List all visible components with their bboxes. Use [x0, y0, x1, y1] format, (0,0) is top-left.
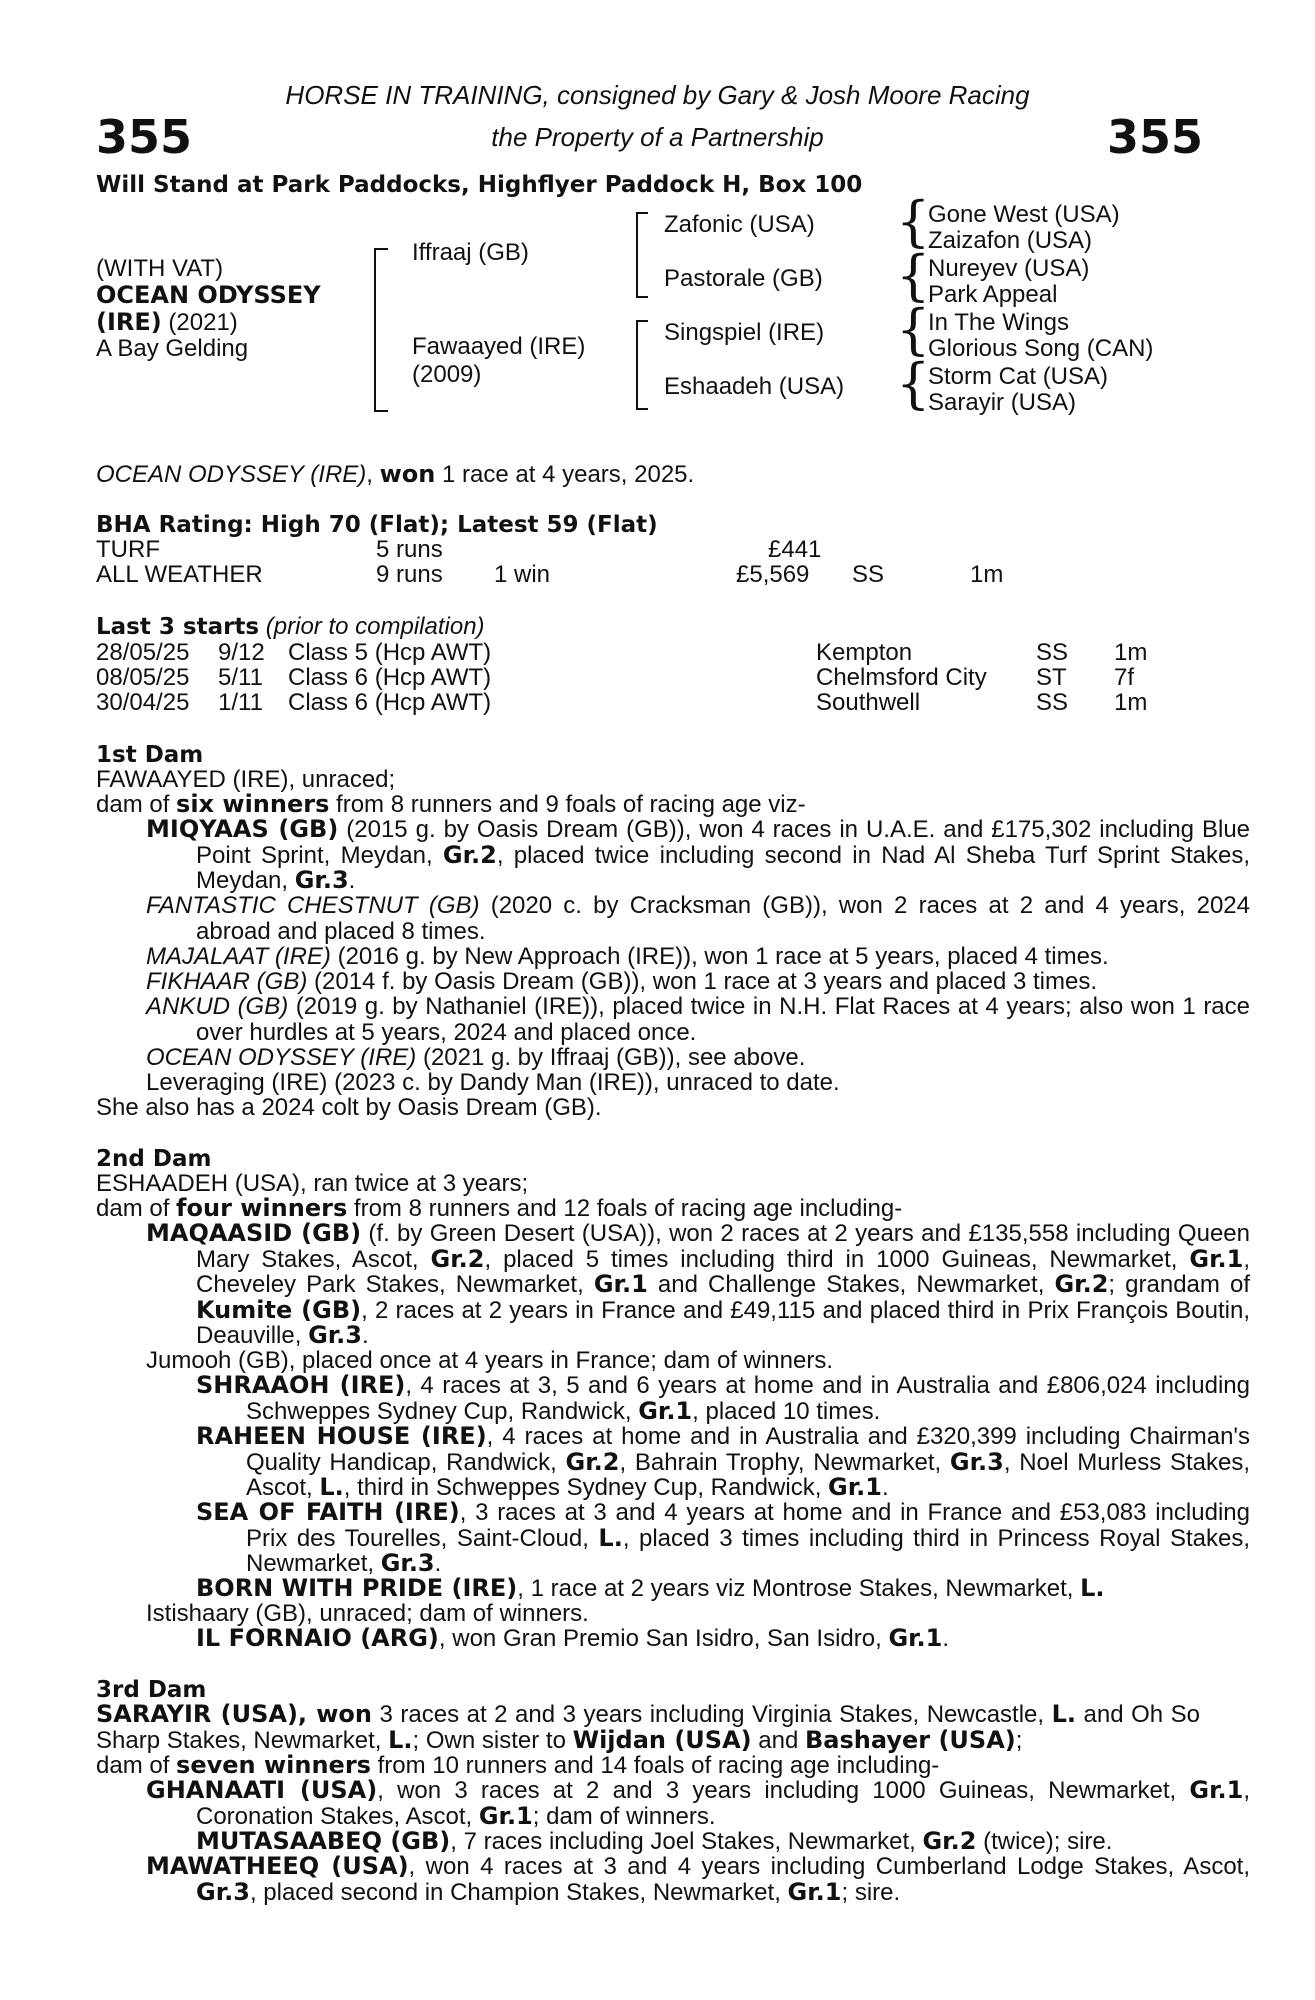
progeny-leveraging: Leveraging (IRE) (2023 c. by Dandy Man (IRE)), unraced to date. — [146, 1069, 840, 1096]
dam3-dam-of-c: from 10 runners and 14 foals of racing age including- — [370, 1752, 940, 1779]
sire-dam: Pastorale (GB) — [664, 265, 823, 292]
horse-description: A Bay Gelding — [96, 335, 249, 362]
sea-of-faith-a: , 3 races at 3 and 4 years at home and in France and £53,083 including Prix des Tourelles, Saint-Cloud, — [246, 1499, 1250, 1552]
sea-of-faith-name: SEA OF FAITH (IRE) — [196, 1498, 460, 1526]
progeny-ghanaati — [146, 1778, 1250, 1829]
progeny-maqaasid — [146, 1221, 1250, 1349]
sarayir-grade-1: L. — [1051, 1700, 1077, 1728]
born-with-pride-grade: L. — [1080, 1574, 1105, 1602]
mawatheeq-name: MAWATHEEQ (USA) — [146, 1852, 409, 1880]
progeny-majalaat — [146, 944, 1250, 970]
dam3-sarayir — [96, 1702, 1200, 1753]
il-fornaio-name: IL FORNAIO (ARG) — [196, 1624, 439, 1652]
dam-name: Fawaayed (IRE) — [412, 333, 586, 360]
brace-4: { — [896, 352, 931, 415]
mutasaabeq-b: (twice); sire. — [976, 1828, 1113, 1855]
start-3-race: Class 6 (Hcp AWT) — [288, 689, 492, 716]
progeny-raheen-house — [196, 1424, 1250, 1501]
start-1-date: 28/05/25 — [96, 639, 190, 666]
gen3-8: Sarayir (USA) — [928, 389, 1077, 416]
mawatheeq-c: ; sire. — [841, 1878, 901, 1906]
ghanaati-grade-2: Gr.1 — [478, 1801, 533, 1830]
mawatheeq-grade-2: Gr.1 — [787, 1877, 842, 1906]
dam-dam: Eshaadeh (USA) — [664, 373, 845, 400]
maqaasid-name: MAQAASID (GB) — [146, 1219, 362, 1247]
miqyaas-name: MIQYAAS (GB) — [146, 815, 339, 843]
dam2-dam-of-c: from 8 runners and 12 foals of racing age including- — [347, 1195, 903, 1222]
start-1-course: Kempton — [816, 639, 913, 666]
gen3-6: Glorious Song (CAN) — [928, 335, 1154, 362]
bashayer-name: Bashayer (USA) — [805, 1725, 1016, 1754]
gen3-5: In The Wings — [928, 309, 1069, 336]
shraaoh-name: SHRAAOH (IRE) — [196, 1371, 406, 1399]
ghanaati-name: GHANAATI (USA) — [146, 1776, 378, 1804]
rating-turf-earnings: £441 — [768, 536, 822, 563]
lot-number-right: 355 — [1106, 110, 1203, 164]
sarayir-won: , won — [297, 1700, 373, 1728]
shraaoh-grade: Gr.1 — [638, 1396, 693, 1425]
horse-origin: (IRE) — [96, 308, 162, 336]
rating-aw-dist: 1m — [970, 561, 1004, 588]
wijdan-name: Wijdan (USA) — [572, 1725, 752, 1754]
sarayir-and: and — [751, 1726, 806, 1754]
raheen-house-c: , Noel Murless Stakes, Ascot, — [246, 1448, 1250, 1501]
ocean-odyssey-rest: (2021 g. by Iffraaj (GB)), see above. — [416, 1044, 806, 1071]
sarayir-a: 3 races at 2 and 3 years including Virginia Stakes, Newcastle, — [372, 1701, 1052, 1728]
ankud-name: ANKUD (GB) — [146, 993, 289, 1020]
ocean-odyssey-name: OCEAN ODYSSEY (IRE) — [146, 1044, 417, 1071]
lot-number-left: 355 — [96, 110, 193, 164]
start-3-pos: 1/11 — [218, 689, 263, 716]
raheen-house-grade-4: Gr.1 — [828, 1473, 882, 1501]
horse-name-text: OCEAN ODYSSEY — [96, 281, 321, 309]
start-2-race: Class 6 (Hcp AWT) — [288, 664, 492, 691]
progeny-ankud — [146, 994, 1250, 1045]
horse-name — [96, 282, 321, 309]
maqaasid-d: and Challenge Stakes, Newmarket, — [647, 1271, 1055, 1298]
sarayir-d: ; — [1015, 1726, 1023, 1754]
mutasaabeq-grade: Gr.2 — [922, 1827, 977, 1855]
dam1-title: 1st Dam — [96, 742, 204, 768]
start-1-race: Class 5 (Hcp AWT) — [288, 639, 492, 666]
start-1-dist: 1m — [1114, 639, 1148, 666]
majalaat-rest: (2016 g. by New Approach (IRE)), won 1 race at 5 years, placed 4 times. — [330, 943, 1109, 970]
dam-sire: Singspiel (IRE) — [664, 319, 825, 346]
dam2-line: ESHAADEH (USA), ran twice at 3 years; — [96, 1170, 529, 1197]
property-line: the Property of a Partnership — [491, 122, 824, 152]
start-2-pos: 5/11 — [218, 664, 263, 691]
gen3-2: Zaizafon (USA) — [928, 227, 1093, 254]
start-2-course: Chelmsford City — [816, 664, 987, 691]
maqaasid-grade-3: Gr.1 — [593, 1270, 648, 1298]
progeny-il-fornaio — [196, 1626, 1250, 1652]
ghanaati-b: , Coronation Stakes, Ascot, — [196, 1777, 1250, 1830]
starts-note: (prior to compilation) — [265, 613, 485, 640]
sire-parents-bracket — [636, 212, 648, 298]
sarayir-grade-2: L. — [388, 1725, 413, 1754]
maqaasid-b: , placed 5 times including third in 1000 Guineas, Newmarket, — [484, 1245, 1190, 1273]
rating-turf-runs: 5 runs — [376, 536, 443, 563]
ghanaati-a: , won 3 races at 2 and 3 years including 1000 Guineas, Newmarket, — [377, 1777, 1190, 1804]
mawatheeq-a: , won 4 races at 3 and 4 years including Cumberland Lodge Stakes, Ascot, — [408, 1853, 1250, 1880]
vat-label: (WITH VAT) — [96, 255, 224, 282]
gen3-3: Nureyev (USA) — [928, 255, 1090, 282]
miqyaas-b: , placed twice including second in Nad Al Sheba Turf Sprint Stakes, Meydan, — [196, 841, 1251, 894]
dam2-title: 2nd Dam — [96, 1146, 212, 1172]
rating-turf-surface: TURF — [96, 536, 160, 563]
sea-of-faith-grade-1: L. — [598, 1523, 623, 1552]
start-1-pos: 9/12 — [218, 639, 265, 666]
start-3-going: SS — [1036, 689, 1069, 716]
location-line: Will Stand at Park Paddocks, Highflyer Paddock H, Box 100 — [96, 172, 863, 198]
progeny-jumooh: Jumooh (GB), placed once at 4 years in France; dam of winners. — [146, 1347, 833, 1374]
dam-parents-bracket — [636, 320, 648, 410]
summary-won: won — [379, 460, 436, 488]
born-with-pride-a: , 1 race at 2 years viz Montrose Stakes, Newmarket, — [517, 1575, 1081, 1602]
start-3-course: Southwell — [816, 689, 921, 716]
horse-origin-year — [96, 309, 238, 336]
raheen-house-grade-2: Gr.3 — [949, 1447, 1004, 1476]
starts-title: Last 3 starts — [96, 614, 260, 640]
start-1-going: SS — [1036, 639, 1069, 666]
ankud-rest: (2019 g. by Nathaniel (IRE)), placed twice in N.H. Flat Races at 4 years; also won 1 race over hurdles at 5 years, 2024 and placed once. — [196, 993, 1251, 1046]
brace-2: { — [896, 244, 931, 307]
maqaasid-c: , Cheveley Park Stakes, Newmarket, — [196, 1245, 1250, 1298]
rating-aw-going: SS — [852, 561, 885, 588]
fantastic-chestnut-name: FANTASTIC CHESTNUT (GB) — [146, 892, 480, 919]
progeny-mutasaabeq — [196, 1829, 1250, 1855]
dam1-winners: six winners — [176, 790, 330, 818]
miqyaas-grade-1: Gr.2 — [442, 840, 497, 869]
kumite-name: Kumite (GB) — [196, 1295, 362, 1324]
maqaasid-grade-1: Gr.2 — [430, 1244, 485, 1273]
progeny-sea-of-faith — [196, 1500, 1250, 1577]
progeny-istishaary: Istishaary (GB), unraced; dam of winners. — [146, 1600, 589, 1627]
sire-sire: Zafonic (USA) — [664, 211, 815, 238]
raheen-house-e: . — [881, 1474, 889, 1501]
mawatheeq-b: , placed second in Champion Stakes, Newmarket, — [249, 1878, 788, 1906]
dam2-winners: four winners — [176, 1194, 348, 1222]
dam1-dam-of-a: dam of — [96, 791, 177, 818]
race-summary: OCEAN ODYSSEY (IRE), won 1 race at 4 years, 2025. — [96, 460, 695, 488]
progeny-ocean-odyssey — [146, 1045, 1250, 1071]
dam-year: (2009) — [412, 361, 482, 388]
mawatheeq-grade-1: Gr.3 — [196, 1877, 250, 1906]
dam3-title: 3rd Dam — [96, 1677, 207, 1703]
dam2-dam-of — [96, 1196, 902, 1222]
raheen-house-grade-3: L. — [319, 1473, 344, 1501]
mutasaabeq-a: , 7 races including Joel Stakes, Newmarket, — [450, 1828, 923, 1855]
dam1-dam-of — [96, 792, 806, 818]
maqaasid-g: . — [362, 1322, 369, 1349]
fikhaar-name: FIKHAAR (GB) — [146, 968, 308, 995]
summary-rest: 1 race at 4 years, 2025. — [435, 461, 695, 488]
start-3-date: 30/04/25 — [96, 689, 190, 716]
consignor-line: HORSE IN TRAINING, consigned by Gary & Josh Moore Racing — [285, 80, 1030, 110]
mutasaabeq-name: MUTASAABEQ (GB) — [196, 1827, 451, 1855]
born-with-pride-name: BORN WITH PRIDE (IRE) — [196, 1574, 518, 1602]
rating-title: BHA Rating: High 70 (Flat); Latest 59 (Flat) — [96, 512, 658, 538]
fantastic-chestnut-rest: (2020 c. by Cracksman (GB)), won 2 races at 2 and 4 years, 2024 abroad and placed 8 times. — [196, 892, 1250, 945]
dam2-dam-of-a: dam of — [96, 1195, 177, 1222]
il-fornaio-grade: Gr.1 — [888, 1624, 943, 1652]
sea-of-faith-b: , placed 3 times including third in Princess Royal Stakes, Newmarket, — [246, 1524, 1250, 1577]
ghanaati-c: ; dam of winners. — [532, 1802, 716, 1830]
raheen-house-a: , 4 races at home and in Australia and £320,399 including Chairman's Quality Handicap, Randwick, — [246, 1423, 1251, 1476]
dam1-dam-of-c: from 8 runners and 9 foals of racing age viz- — [329, 791, 806, 818]
progeny-fikhaar — [146, 969, 1250, 995]
sarayir-name: SARAYIR (USA) — [96, 1700, 298, 1728]
shraaoh-a: , 4 races at 3, 5 and 6 years at home and in Australia and £806,024 including Schweppes Sydney Cup, Randwick, — [246, 1372, 1250, 1425]
raheen-house-b: , Bahrain Trophy, Newmarket, — [619, 1448, 950, 1476]
raheen-house-name: RAHEEN HOUSE (IRE) — [196, 1422, 487, 1450]
progeny-mawatheeq — [146, 1854, 1250, 1905]
il-fornaio-a: , won Gran Premio San Isidro, San Isidro, — [438, 1625, 889, 1652]
progeny-miqyaas — [146, 817, 1250, 894]
maqaasid-a: (f. by Green Desert (USA)), won 2 races at 2 years and £135,558 including Queen Mary Stakes, Ascot, — [196, 1220, 1250, 1273]
rating-aw-wins: 1 win — [494, 561, 551, 588]
rating-aw-runs: 9 runs — [376, 561, 443, 588]
sire-dam-bracket — [374, 248, 388, 412]
dam1-colt-note: She also has a 2024 colt by Oasis Dream (GB). — [96, 1094, 602, 1121]
gen3-7: Storm Cat (USA) — [928, 363, 1109, 390]
progeny-shraaoh — [196, 1373, 1250, 1424]
summary-name: OCEAN ODYSSEY (IRE) — [96, 461, 367, 488]
progeny-fantastic-chestnut — [146, 893, 1250, 944]
horse-year: (2021) — [168, 309, 238, 336]
rating-aw-surface: ALL WEATHER — [96, 561, 263, 588]
maqaasid-e: ; grandam of — [1108, 1271, 1251, 1298]
sea-of-faith-c: . — [434, 1550, 442, 1577]
brace-1: { — [896, 190, 931, 253]
dam3-winners: seven winners — [176, 1751, 371, 1779]
dam1-line: FAWAAYED (IRE), unraced; — [96, 766, 396, 793]
il-fornaio-b: . — [942, 1625, 950, 1652]
sire-name: Iffraaj (GB) — [412, 239, 529, 266]
majalaat-name: MAJALAAT (IRE) — [146, 943, 331, 970]
gen3-4: Park Appeal — [928, 281, 1058, 308]
miqyaas-c: . — [348, 867, 356, 894]
maqaasid-grade-5: Gr.3 — [308, 1321, 362, 1349]
starts-heading — [96, 614, 485, 641]
maqaasid-grade-4: Gr.2 — [1054, 1270, 1109, 1298]
dam3-dam-of — [96, 1753, 939, 1779]
sarayir-c: ; Own sister to — [412, 1726, 573, 1754]
miqyaas-a: (2015 g. by Oasis Dream (GB)), won 4 races in U.A.E. and £175,302 including Blue Point Sprint, Meydan, — [196, 816, 1251, 869]
maqaasid-grade-2: Gr.1 — [1189, 1244, 1244, 1273]
rating-aw-earnings: £5,569 — [736, 561, 810, 588]
raheen-house-d: , third in Schweppes Sydney Cup, Randwick, — [343, 1474, 829, 1501]
dam3-dam-of-a: dam of — [96, 1752, 177, 1779]
fikhaar-rest: (2014 f. by Oasis Dream (GB)), won 1 race at 3 years and placed 3 times. — [307, 968, 1098, 995]
ghanaati-grade-1: Gr.1 — [1189, 1776, 1244, 1804]
start-2-date: 08/05/25 — [96, 664, 190, 691]
sea-of-faith-grade-2: Gr.3 — [380, 1549, 435, 1577]
shraaoh-b: , placed 10 times. — [692, 1397, 881, 1425]
start-2-going: ST — [1036, 664, 1067, 691]
miqyaas-grade-2: Gr.3 — [294, 866, 349, 894]
raheen-house-grade-1: Gr.2 — [565, 1447, 620, 1476]
gen3-1: Gone West (USA) — [928, 201, 1120, 228]
maqaasid-f: , 2 races at 2 years in France and £49,115 and placed third in Prix François Boutin, Deauville, — [196, 1296, 1251, 1349]
start-2-dist: 7f — [1114, 664, 1135, 691]
sarayir-b: and Oh So Sharp Stakes, Newmarket, — [96, 1701, 1201, 1754]
start-3-dist: 1m — [1114, 689, 1148, 716]
brace-3: { — [896, 298, 931, 361]
progeny-born-with-pride — [196, 1576, 1250, 1602]
